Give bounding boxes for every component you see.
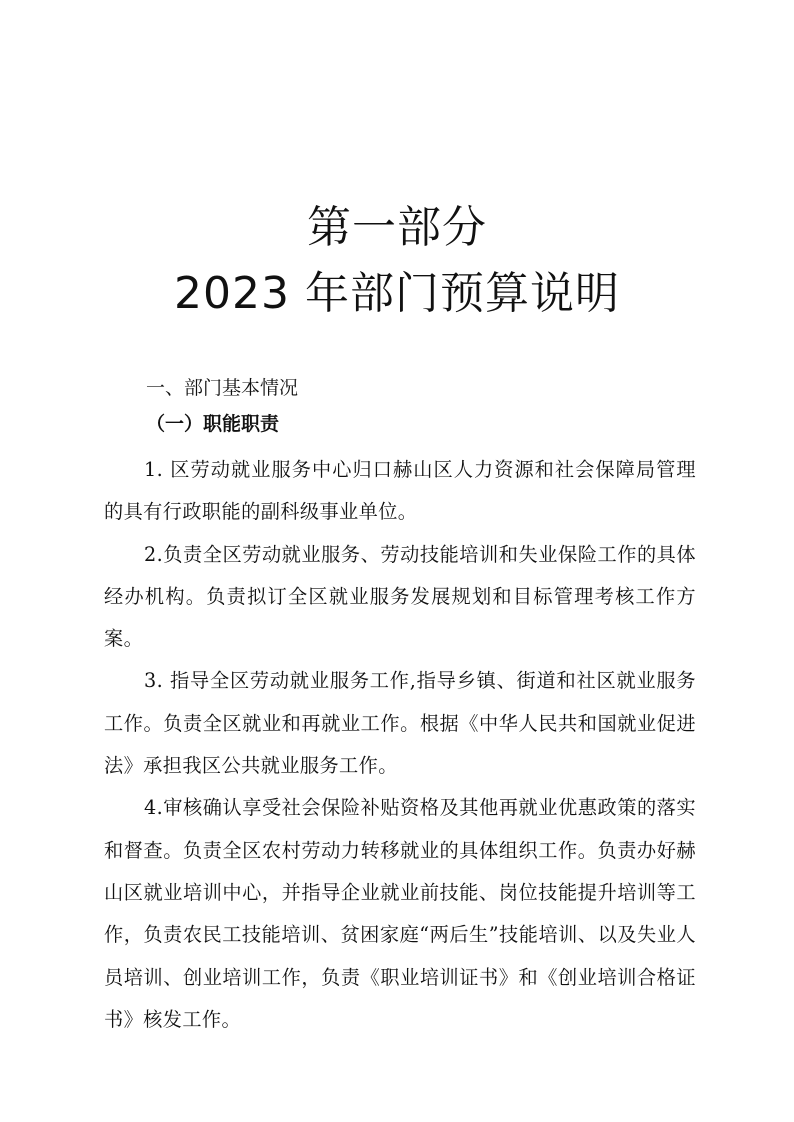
section-heading: 一、部门基本情况 [146, 377, 299, 399]
part-title: 第一部分 [307, 202, 487, 253]
budget-title: 2023 年部门预算说明 [174, 268, 620, 319]
body-text [104, 449, 696, 1041]
paragraph-4: 4.审核确认享受社会保险补贴资格及其他再就业优惠政策的落实和督查。负责全区农村劳动力转移就业的具体组织工作。负责办好赫山区就业培训中心，并指导企业就业前技能、岗位技能提升培训等工作，负责农民工技能培训、贫困家庭“两后生”技能培训、以及失业人员培训、创业培训工作，负责《职业培训证书》和《创业培训合格证书》核发工作。 [104, 796, 696, 1031]
paragraph-1: 1. 区劳动就业服务中心归口赫山区人力资源和社会保障局管理的具有行政职能的副科级事业单位。 [104, 458, 696, 524]
paragraph-3: 3. 指导全区劳动就业服务工作,指导乡镇、街道和社区就业服务工作。负责全区就业和再就业工作。根据《中华人民共和国就业促进法》承担我区公共就业服务工作。 [104, 669, 696, 778]
subsection-heading: （一）职能职责 [146, 413, 280, 435]
paragraph-2: 2.负责全区劳动就业服务、劳动技能培训和失业保险工作的具体经办机构。负责拟订全区就业服务发展规划和目标管理考核工作方案。 [104, 542, 696, 651]
